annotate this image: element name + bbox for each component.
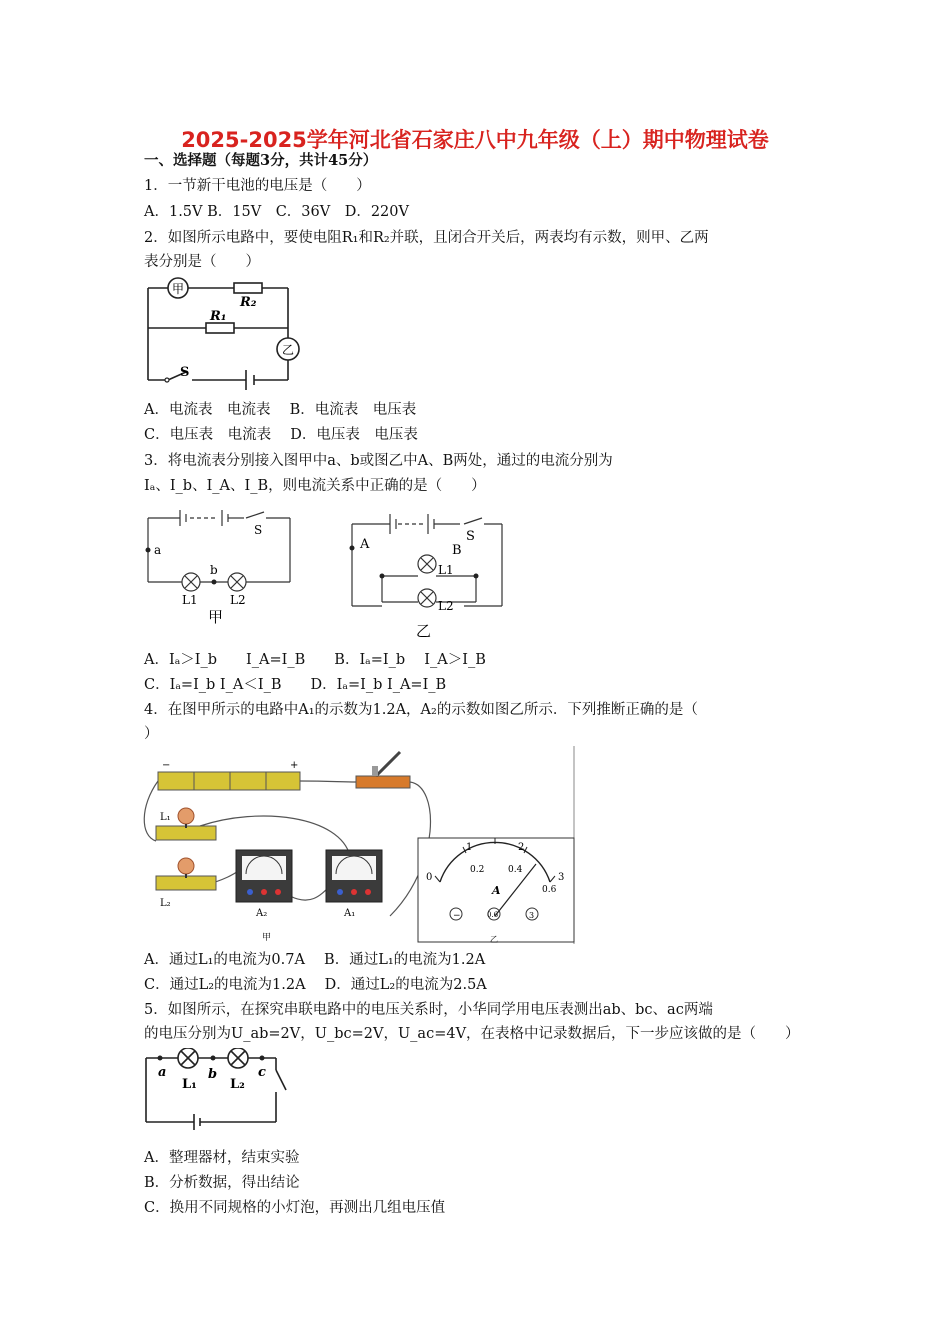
label-l2: L2 <box>438 599 454 613</box>
q5-stem-line1: 5．如图所示，在探究串联电路中的电压关系时，小华同学用电压表测出ab、bc、ac两端 <box>144 1002 713 1018</box>
terminal-0-6: 0.6 <box>487 911 499 919</box>
q5-stem-line2: 的电压分别为U_ab=2V，U_bc=2V，U_ac=4V，在表格中记录数据后，下一步应该做的是（ ） <box>144 1026 800 1042</box>
label-r2: R₂ <box>240 295 257 310</box>
label-a: a <box>154 543 162 557</box>
label-l1: L1 <box>182 593 198 607</box>
label-l2: L2 <box>230 593 246 607</box>
q2-circuit-diagram <box>140 276 300 392</box>
label-B: B <box>452 543 462 558</box>
section-heading: 一、选择题（每题3分，共计45分） <box>144 152 378 169</box>
caption-yi: 乙 <box>490 935 498 944</box>
q5-option-b: B．分析数据，得出结论 <box>144 1175 300 1191</box>
lamp-l2-board <box>156 858 216 890</box>
label-l2: L₂ <box>230 1077 245 1092</box>
q3-options-cd: C．Iₐ=I_b I_A＜I_B D．Iₐ=I_b I_A=I_B <box>144 677 447 693</box>
caption-yi: 乙 <box>416 622 432 640</box>
resistor-r2 <box>234 283 262 293</box>
label-s: S <box>180 365 190 380</box>
q4-options-cd: C．通过L₂的电流为1.2A D．通过L₂的电流为2.5A <box>144 977 487 993</box>
terminal-neg: − <box>453 911 461 921</box>
q3-stem-line1: 3．将电流表分别接入图甲中a、b或图乙中A、B两处，通过的电流分别为 <box>144 453 613 469</box>
label-l2: L₂ <box>160 898 171 909</box>
scale-top-2: 2 <box>518 842 525 853</box>
svg-text:−: − <box>162 760 171 771</box>
q1-options: A．1.5V B．15V C．36V D．220V <box>144 204 409 220</box>
ammeter-a2 <box>236 850 292 902</box>
battery-pack <box>158 760 300 790</box>
caption-jia: 甲 <box>262 933 272 943</box>
q1-stem: 1．一节新干电池的电压是（ ） <box>144 178 371 194</box>
label-s: S <box>254 523 263 537</box>
label-s: S <box>466 529 475 544</box>
q2-stem-line1: 2．如图所示电路中，要使电阻R₁和R₂并联，且闭合开关后，两表均有示数，则甲、乙两 <box>144 230 709 246</box>
scale-top-1: 1 <box>466 842 473 853</box>
q5-circuit-diagram <box>140 1048 302 1132</box>
resistor-r1 <box>206 323 234 333</box>
label-c: c <box>258 1065 266 1080</box>
label-l1: L₁ <box>182 1077 197 1092</box>
label-jia: 甲 <box>171 282 185 296</box>
label-l1: L₁ <box>160 812 171 823</box>
label-a: a <box>158 1065 167 1080</box>
label-r1: R₁ <box>210 309 227 324</box>
q3-circuit-yi <box>340 496 510 640</box>
scale-bottom-3: 0.6 <box>542 885 557 895</box>
dial-unit: A <box>492 884 501 897</box>
label-a2: A₂ <box>256 908 268 919</box>
q5-option-a: A．整理器材，结束实验 <box>144 1150 300 1166</box>
q3-stem-line2: Iₐ、I_b、I_A、I_B，则电流关系中正确的是（ ） <box>144 478 486 494</box>
svg-text:+: + <box>290 760 299 771</box>
label-b: b <box>208 1067 218 1082</box>
ammeter-a1 <box>326 850 382 902</box>
label-l1: L1 <box>438 563 454 577</box>
q5-option-c: C．换用不同规格的小灯泡，再测出几组电压值 <box>144 1200 446 1216</box>
q4-options-ab: A．通过L₁的电流为0.7A B．通过L₁的电流为1.2A <box>144 952 486 968</box>
q2-stem-line2: 表分别是（ ） <box>144 254 260 270</box>
caption-jia: 甲 <box>208 608 224 626</box>
scale-top-3: 3 <box>558 872 565 883</box>
scale-bottom-2: 0.4 <box>508 865 523 875</box>
q4-stem-line2: ） <box>144 726 159 742</box>
label-A: A <box>360 537 370 552</box>
q3-options-ab: A．Iₐ＞I_b I_A=I_B B．Iₐ=I_b I_A＞I_B <box>144 652 486 668</box>
q2-options-cd: C．电压表 电流表 D．电压表 电压表 <box>144 427 418 443</box>
label-yi: 乙 <box>281 343 295 357</box>
q3-circuit-jia <box>140 500 300 630</box>
label-a1: A₁ <box>344 908 356 919</box>
q4-stem-line1: 4．在图甲所示的电路中A₁的示数为1.2A，A₂的示数如图乙所示．下列推断正确的是（ <box>144 702 698 718</box>
terminal-3: 3 <box>529 911 535 920</box>
page-title: 2025-2025学年河北省石家庄八中九年级（上）期中物理试卷 <box>181 128 769 152</box>
label-b: b <box>210 563 218 577</box>
q2-options-ab: A．电流表 电流表 B．电流表 电压表 <box>144 402 417 418</box>
knife-switch <box>356 752 410 788</box>
scale-bottom-1: 0.2 <box>470 865 485 875</box>
scale-top-0: 0 <box>426 872 433 883</box>
q4-circuit-photo <box>140 746 580 946</box>
